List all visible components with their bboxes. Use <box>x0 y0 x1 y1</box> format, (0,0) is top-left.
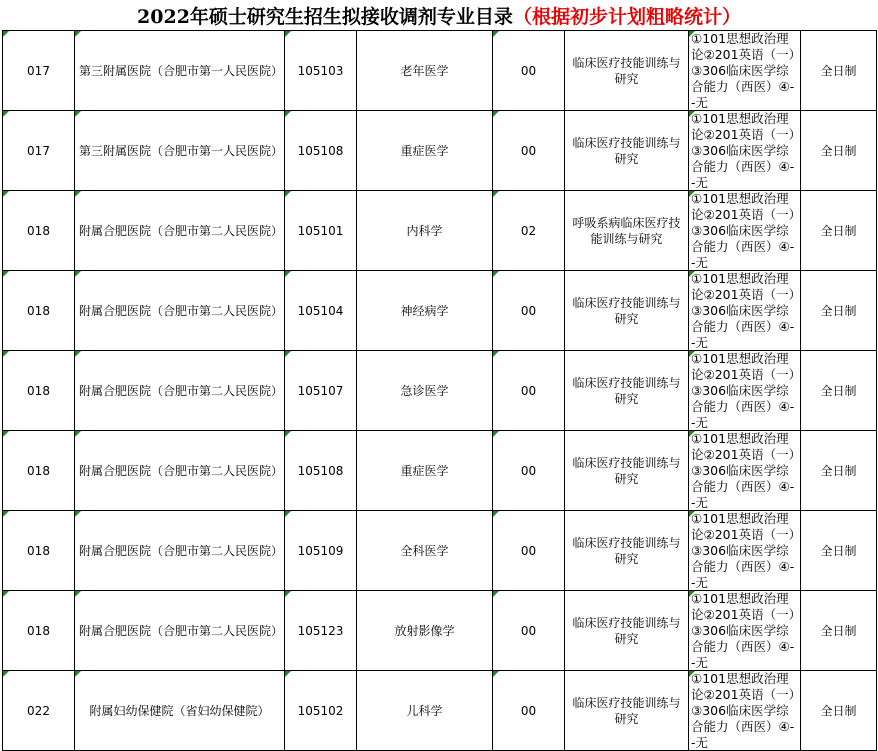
cell-text: 重症医学 <box>400 463 449 478</box>
table-row <box>3 191 877 271</box>
cell-marker-icon <box>75 271 81 277</box>
table-row <box>3 31 877 111</box>
major-code-cell[interactable] <box>285 431 357 511</box>
exam-subjects-cell[interactable] <box>689 511 801 591</box>
cell-marker-icon <box>285 191 291 197</box>
cell-text: 全日制 <box>820 303 857 318</box>
page-title <box>0 0 878 30</box>
cell-text: 00 <box>520 383 537 398</box>
cell-text: 全日制 <box>820 63 857 78</box>
cell-text: 105104 <box>297 303 344 318</box>
major-code-cell[interactable] <box>285 671 357 751</box>
cell-text: 全日制 <box>820 463 857 478</box>
cell-text: 神经病学 <box>400 303 449 318</box>
cell-marker-icon <box>689 351 695 357</box>
major-code-cell[interactable] <box>285 591 357 671</box>
college-code-cell[interactable] <box>3 431 75 511</box>
research-direction-cell[interactable] <box>565 431 689 511</box>
major-name-cell[interactable] <box>357 31 493 111</box>
major-name-cell[interactable] <box>357 431 493 511</box>
college-name-cell[interactable] <box>75 671 285 751</box>
cell-text: 临床医疗技能训练与研究 <box>572 695 681 726</box>
direction-code-cell[interactable] <box>493 191 565 271</box>
cell-marker-icon <box>3 671 9 677</box>
cell-marker-icon <box>285 351 291 357</box>
cell-text: 全日制 <box>820 383 857 398</box>
cell-text: 附属合肥医院（合肥市第二人民医院） <box>79 223 284 238</box>
study-mode-cell[interactable] <box>801 591 877 671</box>
major-name-cell[interactable] <box>357 671 493 751</box>
study-mode-cell[interactable] <box>801 271 877 351</box>
cell-marker-icon <box>75 351 81 357</box>
cell-text: 儿科学 <box>406 703 443 718</box>
college-name-cell[interactable] <box>75 351 285 431</box>
major-name-cell[interactable] <box>357 351 493 431</box>
cell-marker-icon <box>493 191 499 197</box>
cell-marker-icon <box>689 191 695 197</box>
research-direction-cell[interactable] <box>565 191 689 271</box>
title-note: （根据初步计划粗略统计） <box>512 5 741 28</box>
cell-marker-icon <box>3 431 9 437</box>
college-name-cell[interactable] <box>75 31 285 111</box>
cell-text: 全日制 <box>820 143 857 158</box>
cell-marker-icon <box>689 431 695 437</box>
major-code-cell[interactable] <box>285 271 357 351</box>
cell-text: 附属妇幼保健院（省妇幼保健院） <box>89 703 270 718</box>
cell-marker-icon <box>689 111 695 117</box>
cell-text: 全科医学 <box>400 543 449 558</box>
table-body <box>3 31 877 751</box>
direction-code-cell[interactable] <box>493 111 565 191</box>
table-row <box>3 351 877 431</box>
cell-text: 00 <box>520 143 537 158</box>
college-code-cell[interactable] <box>3 351 75 431</box>
major-name-cell[interactable] <box>357 271 493 351</box>
cell-marker-icon <box>493 671 499 677</box>
research-direction-cell[interactable] <box>565 351 689 431</box>
cell-text: 附属合肥医院（合肥市第二人民医院） <box>79 303 284 318</box>
direction-code-cell[interactable] <box>493 671 565 751</box>
research-direction-cell[interactable] <box>565 511 689 591</box>
college-code-cell[interactable] <box>3 511 75 591</box>
cell-text: 临床医疗技能训练与研究 <box>572 55 681 86</box>
cell-text: 附属合肥医院（合肥市第二人民医院） <box>79 463 284 478</box>
cell-marker-icon <box>75 111 81 117</box>
cell-text: 内科学 <box>406 223 443 238</box>
title-main: 2022年硕士研究生招生拟接收调剂专业目录 <box>137 5 513 28</box>
study-mode-cell[interactable] <box>801 431 877 511</box>
cell-text: ①101思想政治理论②201英语（一）③306临床医学综合能力（西医）④--无 <box>691 351 795 430</box>
cell-marker-icon <box>493 31 499 37</box>
research-direction-cell[interactable] <box>565 31 689 111</box>
cell-text: ①101思想政治理论②201英语（一）③306临床医学综合能力（西医）④--无 <box>691 591 795 670</box>
cell-text: 老年医学 <box>400 63 449 78</box>
cell-text: ①101思想政治理论②201英语（一）③306临床医学综合能力（西医）④--无 <box>691 511 795 590</box>
college-code-cell[interactable] <box>3 111 75 191</box>
cell-text: 全日制 <box>820 223 857 238</box>
cell-text: 临床医疗技能训练与研究 <box>572 135 681 166</box>
college-name-cell[interactable] <box>75 271 285 351</box>
major-name-cell[interactable] <box>357 191 493 271</box>
exam-subjects-cell[interactable] <box>689 271 801 351</box>
table-row <box>3 511 877 591</box>
college-code-cell[interactable] <box>3 31 75 111</box>
study-mode-cell[interactable] <box>801 671 877 751</box>
major-code-cell[interactable] <box>285 191 357 271</box>
cell-text: 临床医疗技能训练与研究 <box>572 375 681 406</box>
cell-text: ①101思想政治理论②201英语（一）③306临床医学综合能力（西医）④--无 <box>691 271 795 350</box>
cell-text: 全日制 <box>820 543 857 558</box>
major-code-cell[interactable] <box>285 111 357 191</box>
cell-marker-icon <box>689 591 695 597</box>
cell-marker-icon <box>493 511 499 517</box>
cell-text: 018 <box>27 383 50 398</box>
cell-text: 第三附属医院（合肥市第一人民医院） <box>79 143 284 158</box>
cell-text: 105123 <box>297 623 344 638</box>
cell-text: 00 <box>520 703 537 718</box>
study-mode-cell[interactable] <box>801 191 877 271</box>
cell-text: 018 <box>27 463 50 478</box>
cell-text: 附属合肥医院（合肥市第二人民医院） <box>79 383 284 398</box>
cell-marker-icon <box>3 191 9 197</box>
cell-text: 临床医疗技能训练与研究 <box>572 295 681 326</box>
cell-text: 018 <box>27 223 50 238</box>
cell-text: 105108 <box>297 463 344 478</box>
research-direction-cell[interactable] <box>565 671 689 751</box>
cell-text: ①101思想政治理论②201英语（一）③306临床医学综合能力（西医）④--无 <box>691 111 795 190</box>
cell-marker-icon <box>493 591 499 597</box>
study-mode-cell[interactable] <box>801 511 877 591</box>
cell-text: 附属合肥医院（合肥市第二人民医院） <box>79 623 284 638</box>
direction-code-cell[interactable] <box>493 31 565 111</box>
cell-marker-icon <box>3 271 9 277</box>
exam-subjects-cell[interactable] <box>689 31 801 111</box>
cell-marker-icon <box>75 591 81 597</box>
cell-text: 105103 <box>297 63 344 78</box>
college-code-cell[interactable] <box>3 591 75 671</box>
cell-marker-icon <box>75 191 81 197</box>
table-row <box>3 591 877 671</box>
cell-text: 018 <box>27 303 50 318</box>
study-mode-cell[interactable] <box>801 351 877 431</box>
table-row <box>3 431 877 511</box>
study-mode-cell[interactable] <box>801 31 877 111</box>
direction-code-cell[interactable] <box>493 511 565 591</box>
cell-marker-icon <box>285 271 291 277</box>
cell-marker-icon <box>285 511 291 517</box>
college-code-cell[interactable] <box>3 671 75 751</box>
cell-marker-icon <box>493 271 499 277</box>
catalog-table <box>2 30 877 751</box>
cell-marker-icon <box>285 31 291 37</box>
college-name-cell[interactable] <box>75 511 285 591</box>
cell-marker-icon <box>3 591 9 597</box>
cell-marker-icon <box>689 511 695 517</box>
cell-marker-icon <box>75 431 81 437</box>
college-name-cell[interactable] <box>75 591 285 671</box>
cell-marker-icon <box>285 591 291 597</box>
cell-text: 放射影像学 <box>394 623 455 638</box>
cell-marker-icon <box>285 671 291 677</box>
cell-text: 临床医疗技能训练与研究 <box>572 455 681 486</box>
cell-marker-icon <box>493 111 499 117</box>
cell-text: 00 <box>520 303 537 318</box>
table-row <box>3 111 877 191</box>
research-direction-cell[interactable] <box>565 111 689 191</box>
major-code-cell[interactable] <box>285 511 357 591</box>
table-row <box>3 671 877 751</box>
direction-code-cell[interactable] <box>493 591 565 671</box>
cell-text: ①101思想政治理论②201英语（一）③306临床医学综合能力（西医）④--无 <box>691 431 795 510</box>
cell-marker-icon <box>3 351 9 357</box>
direction-code-cell[interactable] <box>493 271 565 351</box>
research-direction-cell[interactable] <box>565 591 689 671</box>
cell-text: 重症医学 <box>400 143 449 158</box>
cell-text: 105101 <box>297 223 344 238</box>
major-name-cell[interactable] <box>357 111 493 191</box>
cell-marker-icon <box>75 671 81 677</box>
exam-subjects-cell[interactable] <box>689 671 801 751</box>
cell-text: 00 <box>520 463 537 478</box>
college-name-cell[interactable] <box>75 111 285 191</box>
cell-text: 105107 <box>297 383 344 398</box>
cell-marker-icon <box>3 31 9 37</box>
major-code-cell[interactable] <box>285 351 357 431</box>
table-row <box>3 271 877 351</box>
cell-text: ①101思想政治理论②201英语（一）③306临床医学综合能力（西医）④--无 <box>691 191 795 270</box>
cell-text: 全日制 <box>820 623 857 638</box>
cell-text: 00 <box>520 63 537 78</box>
cell-marker-icon <box>3 511 9 517</box>
exam-subjects-cell[interactable] <box>689 351 801 431</box>
cell-text: 02 <box>520 223 537 238</box>
cell-text: 017 <box>27 63 50 78</box>
cell-marker-icon <box>493 431 499 437</box>
exam-subjects-cell[interactable] <box>689 591 801 671</box>
exam-subjects-cell[interactable] <box>689 111 801 191</box>
cell-marker-icon <box>3 111 9 117</box>
exam-subjects-cell[interactable] <box>689 191 801 271</box>
cell-text: 105108 <box>297 143 344 158</box>
exam-subjects-cell[interactable] <box>689 431 801 511</box>
college-code-cell[interactable] <box>3 271 75 351</box>
cell-marker-icon <box>75 31 81 37</box>
cell-marker-icon <box>689 31 695 37</box>
college-name-cell[interactable] <box>75 431 285 511</box>
cell-marker-icon <box>689 671 695 677</box>
cell-text: 017 <box>27 143 50 158</box>
major-code-cell[interactable] <box>285 31 357 111</box>
cell-text: 临床医疗技能训练与研究 <box>572 535 681 566</box>
college-name-cell[interactable] <box>75 191 285 271</box>
cell-text: 全日制 <box>820 703 857 718</box>
cell-text: 附属合肥医院（合肥市第二人民医院） <box>79 543 284 558</box>
cell-text: 018 <box>27 623 50 638</box>
study-mode-cell[interactable] <box>801 111 877 191</box>
cell-marker-icon <box>493 351 499 357</box>
college-code-cell[interactable] <box>3 191 75 271</box>
cell-text: ①101思想政治理论②201英语（一）③306临床医学综合能力（西医）④--无 <box>691 671 795 750</box>
cell-marker-icon <box>689 271 695 277</box>
direction-code-cell[interactable] <box>493 351 565 431</box>
cell-text: 00 <box>520 623 537 638</box>
cell-text: 临床医疗技能训练与研究 <box>572 615 681 646</box>
cell-text: 00 <box>520 543 537 558</box>
cell-text: 022 <box>27 703 50 718</box>
cell-text: 018 <box>27 543 50 558</box>
major-name-cell[interactable] <box>357 511 493 591</box>
cell-marker-icon <box>75 511 81 517</box>
cell-text: 急诊医学 <box>400 383 449 398</box>
cell-marker-icon <box>285 111 291 117</box>
cell-text: 105109 <box>297 543 344 558</box>
major-name-cell[interactable] <box>357 591 493 671</box>
cell-text: ①101思想政治理论②201英语（一）③306临床医学综合能力（西医）④--无 <box>691 31 795 110</box>
cell-text: 105102 <box>297 703 344 718</box>
cell-text: 呼吸系病临床医疗技能训练与研究 <box>572 215 681 246</box>
direction-code-cell[interactable] <box>493 431 565 511</box>
cell-marker-icon <box>285 431 291 437</box>
cell-text: 第三附属医院（合肥市第一人民医院） <box>79 63 284 78</box>
research-direction-cell[interactable] <box>565 271 689 351</box>
